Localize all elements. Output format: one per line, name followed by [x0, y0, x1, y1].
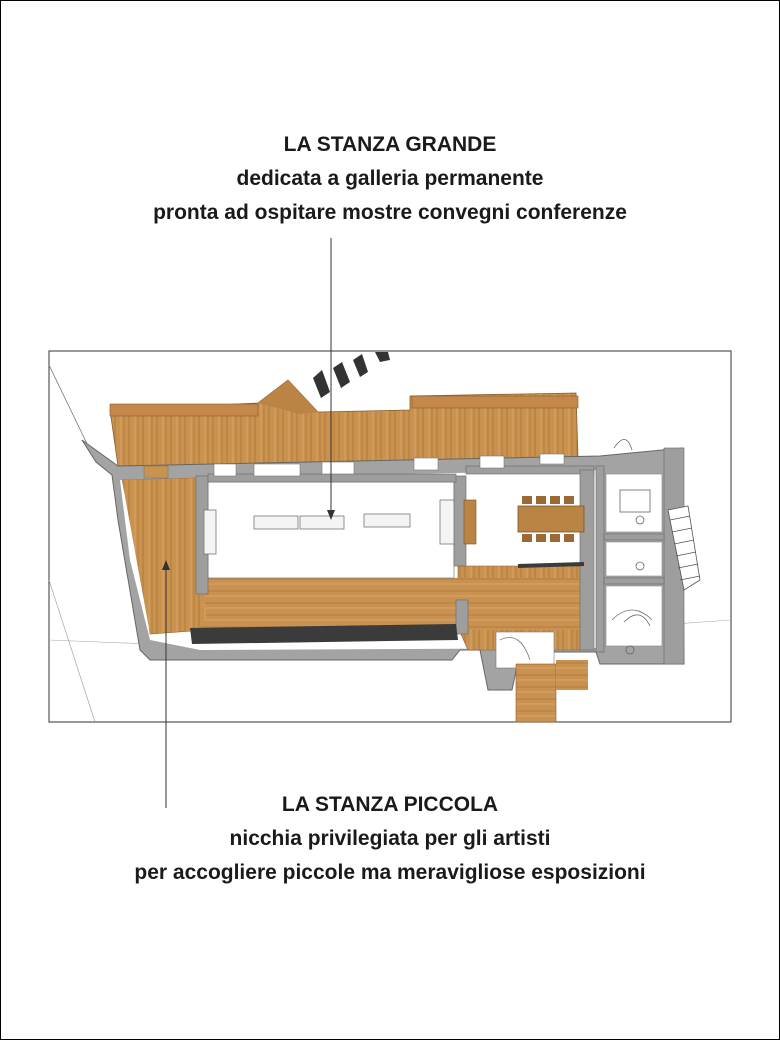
- small-room-description-1: nicchia privilegiata per gli artisti: [229, 827, 551, 850]
- small-room-title: LA STANZA PICCOLA: [281, 793, 499, 816]
- small-room-caption: [0, 788, 780, 890]
- top-deck: [110, 380, 578, 466]
- entrance-stripes: [313, 352, 390, 398]
- small-room-description-2: per accogliere piccole ma meravigliose esposizioni: [134, 861, 646, 884]
- large-room-description-2: pronta ad ospitare mostre convegni conferenze: [153, 201, 627, 224]
- service-rooms: [606, 474, 662, 654]
- large-room-title: LA STANZA GRANDE: [283, 133, 497, 156]
- large-room-description-1: dedicata a galleria permanente: [236, 167, 544, 190]
